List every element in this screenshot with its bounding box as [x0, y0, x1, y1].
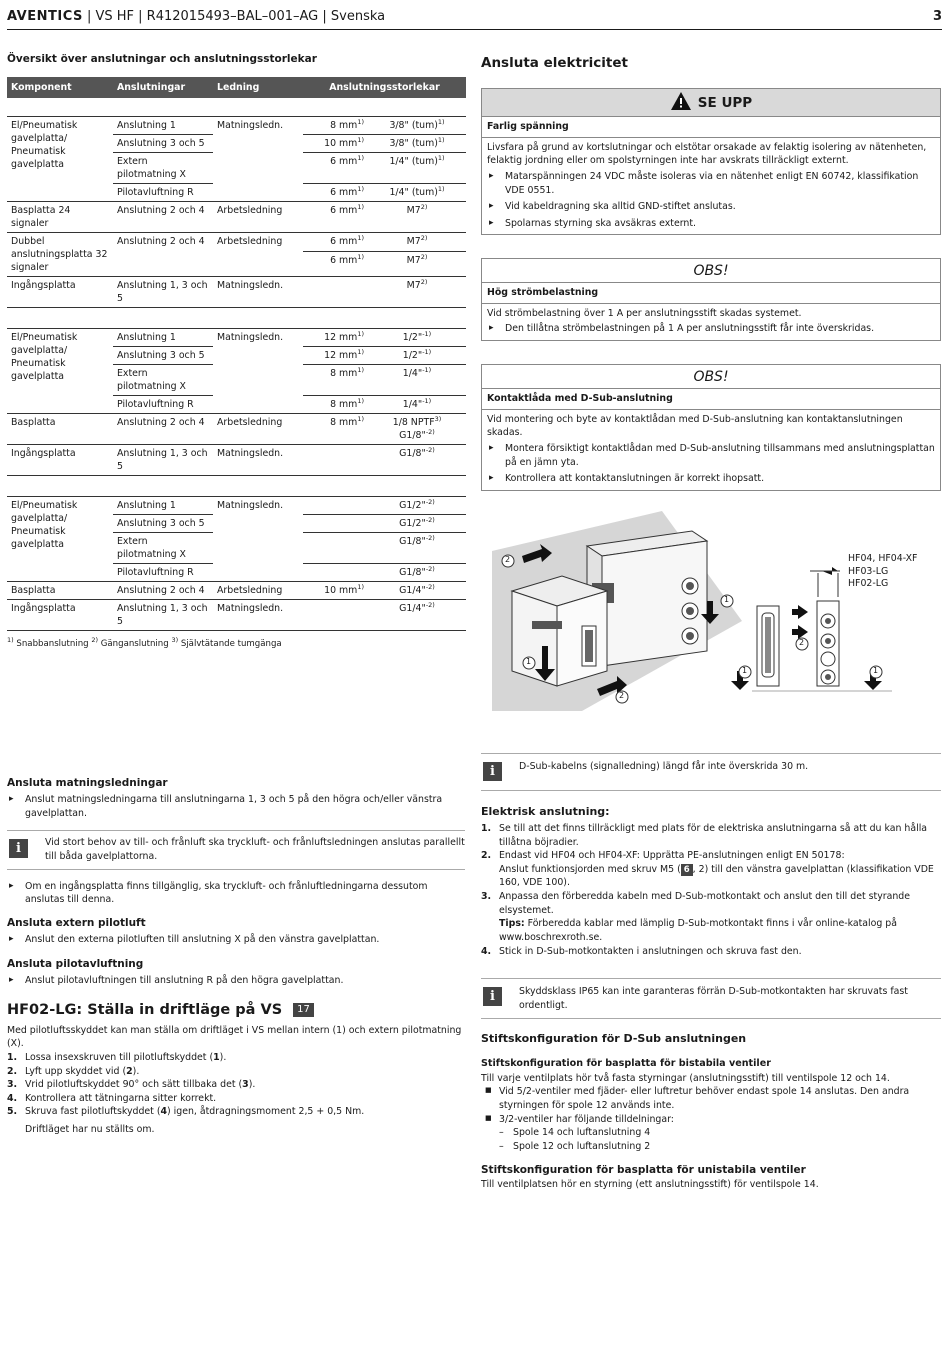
list-item: 5. Skruva fast pilotluftskyddet (4) igen, åtdragningsmoment 2,5 + 0,5 Nm.	[7, 1106, 365, 1118]
stift-title: Stiftskonfiguration för D-Sub anslutningen	[481, 1032, 747, 1045]
table-footnote: $^{1)}$ Snabbanslutning $^{2)}$ Gänganslutning $^{3)}$ Självtätande tumgänga	[7, 635, 282, 649]
elec-connection	[481, 804, 941, 958]
warning-icon	[670, 91, 692, 111]
list-item: 4. Stick in D-Sub-motkontakten i anslutningen och skruva fast den.	[481, 945, 802, 957]
table-row: Basplatta Anslutning 2 och 4 Arbetsledning 8 $mm^{1)}$ 1/8 NPTF$^{3)}$ G1/8"$^{-2)}$	[7, 413, 466, 444]
callout-label: 2	[505, 555, 511, 564]
table-row: Extern pilotmatning X G1/8"$^{-2)}$	[7, 532, 466, 563]
list-item: – Spole 12 och luftanslutning 2	[499, 1140, 941, 1154]
col-ledning: Ledning	[213, 77, 303, 98]
hf02-done: Driftläget har nu ställts om.	[25, 1124, 155, 1136]
matning-title: Ansluta matningsledningar	[7, 777, 168, 789]
list-item: ■ Vid 5/2-ventiler med fjäder- eller luftretur behöver endast spole 14 anslutas. Den andra styrningen för spole 12 används inte.	[481, 1085, 941, 1112]
table-row: El/Pneumatisk gavelplatta/ Pneumatisk gavelplatta Anslutning 1 Matningsledn. 8 $mm^{1)}$ 3/8" (tum)$^{1)}$	[7, 116, 466, 134]
table-row: 6 $mm^{1)}$ M7$^{2)}$	[7, 251, 466, 276]
list-item: 2. Lyft upp skyddet vid (2).	[7, 1065, 140, 1077]
table-row: El/Pneumatisk gavelplatta/ Pneumatisk gavelplatta Anslutning 1 Matningsledn. 12 $mm^{1)}$ 1/2"$^{-1)}$	[7, 328, 466, 346]
notice-title: OBS!	[482, 259, 940, 283]
table-row: Ingångsplatta Anslutning 1, 3 och 5 Matningsledn. G1/8"$^{-2)}$	[7, 444, 466, 475]
callout-label: 1	[526, 657, 532, 666]
notice-title: OBS!	[482, 365, 940, 389]
dsub-assembly-figure	[492, 511, 928, 711]
pilotavl-title: Ansluta pilotavluftning	[7, 957, 144, 970]
list-item: – Spole 14 och luftanslutning 4	[499, 1126, 941, 1140]
table-row: Dubbel anslutningsplatta 32 signaler Anslutning 2 och 4 Arbetsledning 6 $mm^{1)}$ M7$^{2)}$	[7, 232, 466, 251]
table-row: Ingångsplatta Anslutning 1, 3 och 5 Matningsledn. M7$^{2)}$	[7, 276, 466, 307]
bist-title: Stiftskonfiguration för basplatta för bistabila ventiler	[481, 1057, 771, 1069]
elec-title: Ansluta elektricitet	[481, 55, 628, 71]
overview-title: Översikt över anslutningar och anslutningsstorlekar	[7, 53, 317, 65]
table-header-row	[7, 77, 466, 98]
col-anslutningar: Anslutningar	[113, 77, 213, 98]
list-item: ▸ Matarspänningen 24 VDC måste isoleras via en nätenhet enligt EN 60742, klassifikation VDE 0551.	[487, 170, 935, 197]
notice-box-current: OBS! Hög strömbelastning Vid strömbelastning över 1 A per anslutningsstift skadas systemet. ▸ Den tillåtna strömbelastningen på 1 A per anslutningsstift får inte överskridas.	[481, 258, 941, 341]
list-item: ▸ Om en ingångsplatta finns tillgänglig, ska tryckluft- och frånluftledningarna dessutom anslutas till denna.	[7, 880, 465, 907]
list-item: ▸ Spolarnas styrning ska avsäkras externt.	[487, 217, 935, 231]
uni-title: Stiftskonfiguration för basplatta för unistabila ventiler	[481, 1163, 806, 1176]
table-row: Basplatta 24 signaler Anslutning 2 och 4 Arbetsledning 6 $mm^{1)}$ M7$^{2)}$	[7, 201, 466, 232]
table-row: Extern pilotmatning X 6 $mm^{1)}$ 1/4" (tum)$^{1)}$	[7, 152, 466, 183]
table-row: Pilotavluftning R 6 $mm^{1)}$ 1/4" (tum)$^{1)}$	[7, 183, 466, 201]
notice-subtitle: Hög strömbelastning	[482, 283, 940, 304]
left-lower	[7, 776, 465, 1137]
list-item: 1. Se till att det finns tillräckligt med plats för de elektriska anslutningarna så att du kan hålla tillåtna böjradier.	[481, 822, 928, 848]
connection-table-1	[7, 77, 466, 308]
table-row: Anslutning 3 och 5 G1/2"$^{-2)}$	[7, 514, 466, 532]
doc-id: | VS HF | R412015493–BAL–001–AG | Svenska	[82, 9, 386, 24]
brand: AVENTICS	[7, 9, 83, 24]
connection-table-2	[7, 328, 466, 476]
right-column	[481, 54, 941, 74]
list-item: ▸ Den tillåtna strömbelastningen på 1 A per anslutningsstift får inte överskridas.	[487, 322, 935, 336]
figure-badge: 17	[293, 1003, 314, 1017]
table-row: Anslutning 3 och 5 12 $mm^{1)}$ 1/2"$^{-1)}$	[7, 346, 466, 364]
callout-label: 2	[799, 638, 805, 647]
table-row: Ingångsplatta Anslutning 1, 3 och 5 Matningsledn. G1/4"$^{-2)}$	[7, 599, 466, 630]
table-row: Anslutning 3 och 5 10 $mm^{1)}$ 3/8" (tum)$^{1)}$	[7, 134, 466, 152]
list-item: ▸ Kontrollera att kontaktanslutningen är korrekt ihopsatt.	[487, 472, 935, 486]
hf02-title: HF02-LG: Ställa in driftläge på VS	[7, 1001, 283, 1018]
left-column	[7, 52, 467, 650]
info-icon: i	[483, 762, 502, 781]
info-ip65: i Skyddsklass IP65 kan inte garanteras förrän D-Sub-motkontakten har skruvats fast ordentligt.	[481, 978, 941, 1019]
notice-subtitle: Kontaktlåda med D-Sub-anslutning	[482, 389, 940, 410]
hf02-steps	[7, 1051, 465, 1119]
list-item: 3. Vrid pilotluftskyddet 90° och sätt tillbaka det (3).	[7, 1079, 256, 1091]
pin-config: Stiftskonfiguration för D-Sub anslutningen Stiftskonfiguration för basplatta för bistabila ventiler Till varje ventilplats hör två fasta styrningar (anslutningsstift) till ventilspole 12 och 14. ■ Vid 5/2-ventiler med fjäder- eller luftretur behöver endast spole 14 anslutas. Den andra styrningen för spole 12 används inte. ■ 3/2-ventiler har följande tilldelningar: – Spole 14 och luftanslutning 4 – Spole 12 och luftanslutning 2 Stiftskonfiguration för basplatta för unistabila ventiler Till ventilplatsen hör en styrning (ett anslutningsstift) för ventilspole 14.	[481, 1031, 941, 1191]
table-row: Pilotavluftning R G1/8"$^{-2)}$	[7, 563, 466, 581]
table-row: Pilotavluftning R 8 $mm^{1)}$ 1/4"$^{-1)}$	[7, 395, 466, 413]
info-icon: i	[9, 839, 28, 858]
list-item: ■ 3/2-ventiler har följande tilldelningar:	[481, 1113, 941, 1127]
list-item: ▸ Montera försiktigt kontaktlådan med D-Sub-anslutning tillsammans med anslutningsplattan på en jämn yta.	[487, 442, 935, 469]
caution-title: SE UPP	[697, 95, 753, 111]
notice-box-dsub: OBS! Kontaktlåda med D-Sub-anslutning Vid montering och byte av kontaktlådan med D-Sub-anslutning kan kontaktanslutningen skadas. ▸ Montera försiktigt kontaktlådan med D-Sub-anslutning tillsammans med anslutningsplattan på en jämn yta. ▸ Kontrollera att kontaktanslutningen är korrekt ihopsatt.	[481, 364, 941, 491]
table-row: Basplatta Anslutning 2 och 4 Arbetsledning 10 $mm^{1)}$ G1/4"$^{-2)}$	[7, 581, 466, 599]
info-cable-length: i D-Sub-kabelns (signalledning) längd får inte överskrida 30 m.	[481, 753, 941, 791]
col-komponent: Komponent	[7, 77, 113, 98]
list-item: 4. Kontrollera att tätningarna sitter korrekt.	[7, 1092, 217, 1104]
page-header	[7, 8, 942, 30]
matning-info: i Vid stort behov av till- och frånluft ska tryckluft- och frånluftsledningen anslutas parallellt till båda gavelplattorna.	[7, 830, 465, 869]
col-storlekar: Anslutningsstorlekar	[303, 77, 466, 98]
hf02-intro: Med pilotluftsskyddet kan man ställa om driftläget i VS mellan intern (1) och extern pilotmatning (X).	[7, 1024, 462, 1050]
list-item: 2. Endast vid HF04 och HF04-XF: Upprätta PE-anslutningen enligt EN 50178: Anslut funktionsjorden med skruv M5 ( 6 , 2) till den vänstra gavelplattan (klassifikation VDE 160, VDE 100).	[481, 850, 934, 889]
elanslutning-title: Elektrisk anslutning:	[481, 805, 610, 818]
list-item: ▸ Anslut den externa pilotluften till anslutning X på den vänstra gavelplattan.	[7, 933, 465, 947]
page-number: 3	[932, 9, 942, 24]
figure-badge: 6	[681, 864, 693, 876]
list-item: 1. Lossa insexskruven till pilotluftskyddet (1).	[7, 1051, 227, 1063]
callout-label: 1	[742, 666, 748, 675]
table-row: El/Pneumatisk gavelplatta/ Pneumatisk gavelplatta Anslutning 1 Matningsledn. G1/2"$^{-2)}$	[7, 496, 466, 514]
extern-title: Ansluta extern pilotluft	[7, 916, 146, 929]
list-item: ▸ Vid kabeldragning ska alltid GND-stiftet anslutas.	[487, 200, 935, 214]
list-item: ▸ Anslut matningsledningarna till anslutningarna 1, 3 och 5 på den högra och/eller vänstra gavelplattan.	[7, 793, 465, 820]
figure-variant-labels: HF04, HF04-XF HF03-LG HF02-LG	[848, 553, 918, 589]
callout-label: 2	[619, 691, 625, 700]
info-icon: i	[483, 987, 502, 1006]
caution-subtitle: Farlig spänning	[482, 117, 940, 138]
list-item: ▸ Anslut pilotavluftningen till anslutning R på den högra gavelplattan.	[7, 974, 465, 988]
caution-box: SE UPP Farlig spänning Livsfara på grund av kortslutningar och elstötar orsakade av felaktig isolering av nätenheten, felaktig jordning eller om spolstyrningen inte har avskrats tillräckligt externt. ▸ Matarspänningen 24 VDC måste isoleras via en nätenhet enligt EN 60742, klassifikation VDE 0551. ▸ Vid kabeldragning ska alltid GND-stiftet anslutas. ▸ Spolarnas styrning ska avsäkras externt.	[481, 88, 941, 235]
callout-label: 1	[724, 595, 730, 604]
callout-label: 1	[873, 666, 879, 675]
table-row: Extern pilotmatning X 8 $mm^{1)}$ 1/4"$^{-1)}$	[7, 364, 466, 395]
connection-table-3	[7, 496, 466, 631]
list-item: 3. Anpassa den förberedda kabeln med D-Sub-motkontakt och anslut den till det styrande elsystemet. Tips: Förberedda kablar med lämplig D-Sub-motkontakt finns i vår online-katalog på www.boschrexroth.se.	[481, 891, 911, 943]
